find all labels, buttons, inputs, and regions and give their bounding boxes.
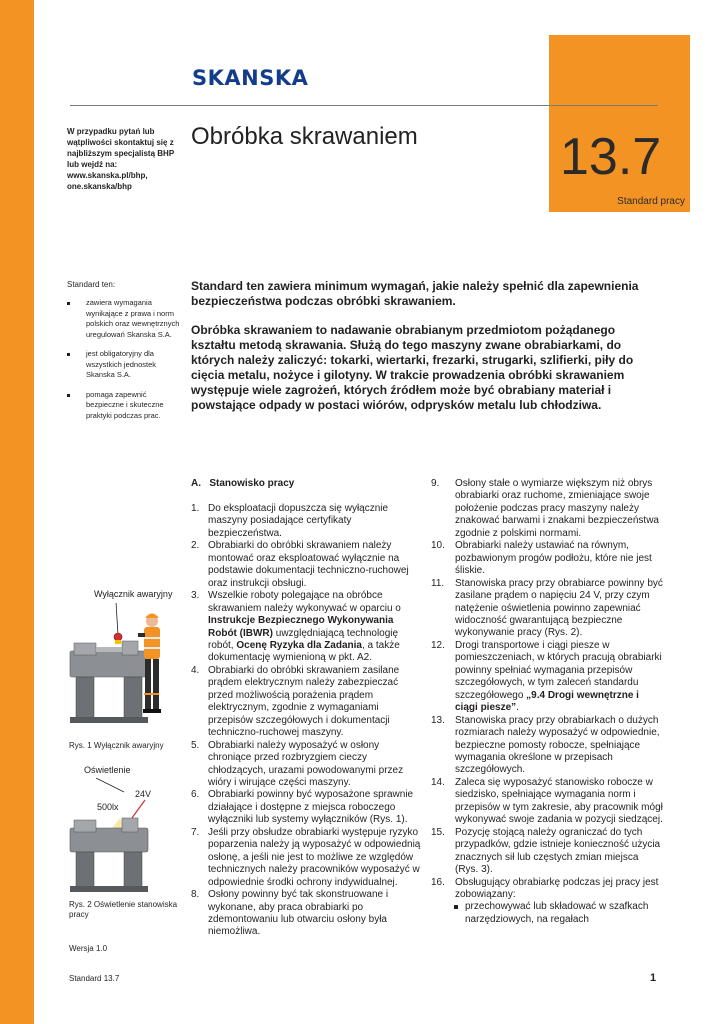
intro-block [191, 279, 661, 427]
emergency-stop-label: Wyłącznik awaryjny [94, 589, 173, 599]
list-item [431, 640, 663, 715]
item-text: Osłony stałe o wymiarze większym niż obrys obrabiarki oraz ruchome, zmieniające swoje położenie podczas pracy maszyny należy znakować barwami i znakami bezpieczeństwa zgodnie z polskimi normami. [455, 478, 659, 539]
item-number: 2. [191, 540, 200, 552]
item-text: . [516, 702, 519, 714]
sidebar-label: Standard ten: [67, 280, 116, 289]
list-item [431, 827, 663, 877]
sidebar-list [67, 298, 182, 430]
item-text: Obrabiarki powinny być wyposażone sprawnie działające i dostępne z miejsca roboczego wyłączniki lub systemy wyłączników (Rys. 1). [208, 789, 414, 826]
item-text: Pozycję stojącą należy ograniczać do tych przypadków, gdzie istnieje konieczność użycia znacznych sił lub częstych zmian miejsca (Rys. 3). [455, 826, 661, 876]
item-text: uwzględniającą technologię robót, [208, 627, 399, 651]
list-item [431, 877, 663, 902]
item-text: Osłony powinny być tak skonstruowane i wykonane, aby praca obrabiarki po zdemontowaniu lub otwarciu osłony była niemożliwa. [208, 889, 389, 938]
list-item [191, 827, 421, 889]
item-text: przechowywać lub składować w szafkach narzędziowych, na regałach [465, 901, 649, 925]
standard-number: 13.7 [560, 128, 662, 186]
item-number: 10. [431, 540, 445, 552]
list-item [191, 789, 421, 826]
item-number: 11. [431, 577, 445, 589]
list-item [191, 740, 421, 790]
risk-assessment-reference: Ocenę Ryzyka dla Zadania [236, 639, 362, 651]
item-number: 8. [191, 889, 200, 901]
list-item [191, 889, 421, 939]
list-item [191, 540, 421, 590]
item-text: Do eksploatacji dopuszcza się wyłącznie maszyny posiadające certyfikaty bezpieczeństwa. [208, 503, 389, 539]
item-text: Obsługujący obrabiarkę podczas jej pracy jest zobowiązany: [455, 876, 659, 900]
item-number: 1. [191, 503, 200, 514]
item-text: Obrabiarki należy wyposażyć w osłony chroniące przed rozbryzgiem cieczy chłodzących, urazami powodowanymi przez wióry i wirujące części maszyny. [208, 739, 404, 788]
sidebar-list-item: zawiera wymagania wynikające z prawa i norm polskich oraz wewnętrznych uregulowań Skanska S.A. [67, 298, 182, 340]
sidebar-list-item: pomaga zapewnić bezpieczne i skuteczne praktyki podczas prac. [67, 390, 182, 422]
page-number: 1 [650, 972, 657, 984]
item-number: 13. [431, 714, 445, 726]
version-label: Wersja 1.0 [69, 944, 108, 953]
lathe-emergency-stop-illustration [66, 603, 184, 735]
list-item [431, 540, 663, 577]
skanska-logo: SKANSKA [192, 66, 309, 90]
figure-1-caption: Rys. 1 Wyłącznik awaryjny [69, 741, 164, 750]
item-text: Zaleca się wyposażyć stanowisko robocze w siedzisko, spełniające wymagania norm i przepisów w tym zakresie, aby pracownik mógł wykonywać swoje zadania w pozycji siedzącej. [455, 776, 663, 826]
item-text: Wszelkie roboty polegające na obróbce skrawaniem należy wykonywać w oparciu o [208, 590, 401, 614]
footer-standard: Standard 13.7 [69, 974, 120, 983]
lathe-lighting-illustration [66, 778, 184, 896]
item-text: Drogi transportowe i ciągi piesze w pomieszczeniach, w których pracują obrabiarki powinny spełniać wymagania przepisów szczegółowych, w tym zaleceń standardu szczegółowego [455, 639, 662, 701]
intro-paragraph-2: Obróbka skrawaniem to nadawanie obrabianym przedmiotom pożądanego kształtu metodą skrawania. Służą do tego maszyny zwane obrabiarkami, do których należy zaliczyć: tokarki, wiertarki, frezarki, strugarki, szlifierki, piły do cięcia metalu, nożyce i gilotyny. W trakcie prowadzenia obróbki skrawaniem występuje wiele zagrożeń, których źródłem może być obrabiany materiał i powstające odpady w postaci wiórów, odprysków metalu lub chłodziwa. [191, 323, 634, 412]
list-item [431, 715, 663, 777]
sub-list-item [431, 901, 663, 926]
figure-2-caption: Rys. 2 Oświetlenie stanowiska pracy [69, 900, 178, 919]
ibwr-reference: Instrukcje Bezpiecznego Wykonywania Robót (IBWR) [208, 615, 394, 639]
item-number: 9. [431, 478, 440, 489]
item-number: 6. [191, 789, 200, 801]
intro-paragraph-1: Standard ten zawiera minimum wymagań, jakie należy spełnić dla zapewnienia bezpieczeństwa podczas obróbki skrawaniem. [191, 279, 639, 308]
list-item [431, 478, 663, 540]
item-text: Obrabiarki do obróbki skrawaniem zasilane prądem elektrycznym należy zabezpieczać przed możliwością porażenia prądem elektrycznym, zgodnie z wymaganiami przepisów szczegółowych i dokumentacji techniczno-ruchowej maszyny. [208, 664, 400, 739]
item-number: 16. [431, 876, 445, 888]
section-a-heading: A. Stanowisko pracy [191, 478, 295, 489]
item-text: Obrabiarki należy ustawiać na równym, pozbawionym progów podłożu, które nie jest śliskie. [455, 540, 652, 577]
item-number: 14. [431, 776, 445, 788]
item-number: 3. [191, 590, 200, 602]
left-accent-stripe [0, 0, 34, 1024]
list-item [431, 578, 663, 640]
item-text: Jeśli przy obsłudze obrabiarki występuje ryzyko poparzenia należy ją wyposażyć w odpowiednią osłonę, a jeśli nie jest to możliwe ze względów technicznych należy pracowników wyposażyć w odpowiednie środki ochrony indywidualnej. [208, 826, 421, 888]
contact-note: W przypadku pytań lub wątpliwości skontaktuj się z najbliższym specjalistą BHP lub wejdź na: www.skanska.pl/bhp, one.skanska/bhp [67, 127, 175, 191]
item-text: Stanowiska pracy przy obrabiarkach o dużych rozmiarach należy wyposażyć w odpowiednie, bezpieczne pomosty robocze, spełniające wymagania określone w przepisach szczegółowych. [455, 714, 660, 776]
item-text: , a także dokumentację wymienioną w pkt. A2. [208, 639, 400, 664]
lighting-label: Oświetlenie [84, 765, 131, 775]
item-text: Obrabiarki do obróbki skrawaniem należy montować oraz eksploatować wyłącznie na podstawie dokumentacji techniczno-ruchowej oraz instrukcji obsługi. [208, 540, 409, 589]
header-divider [70, 105, 658, 106]
section-a-right-column [431, 478, 663, 926]
item-number: 5. [191, 739, 200, 751]
item-number: 4. [191, 664, 200, 676]
illuminance-label: 500lx [97, 802, 119, 812]
page-title: Obróbka skrawaniem [191, 123, 418, 150]
voltage-label: 24V [135, 789, 152, 799]
list-item [431, 777, 663, 827]
item-text: Stanowiska pracy przy obrabiarce powinny być zasilane prądem o napięciu 24 V, przy czym natężenie oświetlenia powinno zapewniać widoczność gwarantującą bezpieczne wykonywanie pracy (Rys. 2). [455, 577, 663, 639]
list-item [191, 503, 421, 540]
walkways-standard-reference: „9.4 Drogi wewnętrzne i ciągi piesze” [455, 689, 639, 714]
section-a-left-column [191, 503, 421, 939]
item-number: 12. [431, 639, 445, 651]
sidebar-list-item: jest obligatoryjny dla wszystkich jednostek Skanska S.A. [67, 349, 182, 381]
item-number: 7. [191, 826, 200, 838]
list-item [191, 665, 421, 740]
document-type: Standard pracy [617, 196, 685, 207]
list-item [191, 590, 421, 665]
item-number: 15. [431, 826, 445, 838]
